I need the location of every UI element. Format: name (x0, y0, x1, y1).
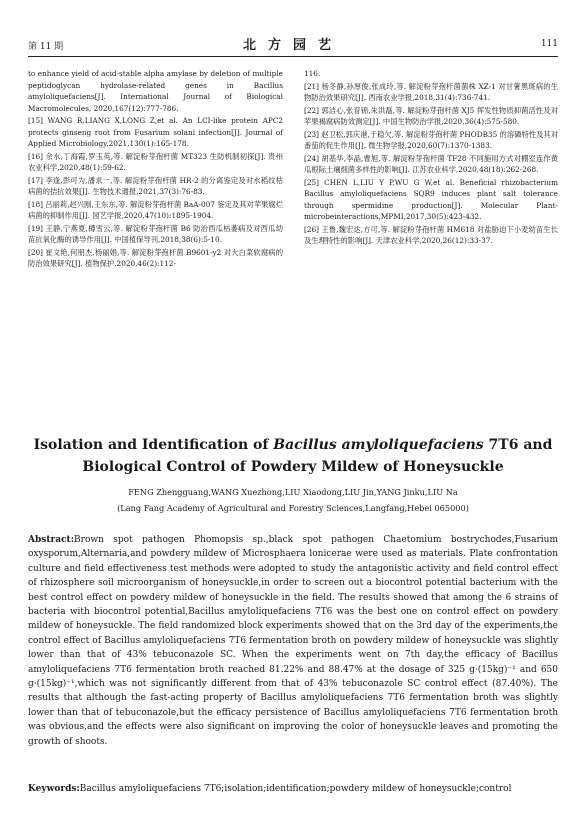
keywords-label: Keywords: (28, 784, 80, 794)
header-rule (28, 56, 558, 57)
reference-item: [19] 王静,宁燕夏,樽雪云,等. 解淀粉芽孢杆菌 B6 防治西瓜枯萎病及对西瓜幼苗抗氧化酶的诱导作用[J]. 中国植保导刊,2018,38(6):5-10. (28, 223, 283, 244)
reference-item: [22] 郭洁心,张育锦,朱洪磊,等. 解淀粉芽孢杆菌 XJ5 挥发性物质抑菌活性及对苹果褐腐病防效测定[J]. 中国生物防治学报,2020,36(4):575-580. (304, 105, 558, 126)
issue-number: 第 11 期 (28, 42, 64, 52)
references-right-column (304, 68, 558, 247)
abstract-text: Brown spot pathogen Phomopsis sp.,black spot pathogen Chaetomium bostrychodes,Fusarium oxysporum,Alternaria,and powdery mildew of Microsphaera lonicerae were used as materials. Plate confrontation culture and field effectiveness test methods were adopted to study the antagonistic activity and field control effect of rhizosphere soil microorganism of honeysuckle,in order to screen out a biocontrol potential bacterium with the best control effect on powdery mildew of honeysuckle in the field. The results showed that among the 6 strains of bacteria with biocontrol potential,Bacillus amyloliquefaciens 7T6 was the best one on control effect on powdery mildew of honeysuckle. The field randomized block experiments showed that on the 3rd day of the experiments,the control effect of Bacillus amyloliquefaciens 7T6 fermentation broth on powdery mildew of honeysuckle was slightly lower than that of 43% tebuconazole SC. When the experiments went on 7th day,the efficacy of Bacillus amyloliquefaciens 7T6 fermentation broth reached 81.22% and 88.47% at the dosage of 325 g·(15kg)⁻¹ and 650 g·(15kg)⁻¹,which was not significantly different from that of 43% tebuconazole SC control effect (87.40%). The results that although the fast-acting property of Bacillus amyloliquefaciens 7T6 fermentation broth was slightly lower than that of tebuconazole,but the efficacy persistence of Bacillus amyloliquefaciens 7T6 fermentation broth was obvious,and the effects were also significant on improving the color of honeysuckle leaves and promoting the growth of shoots. (28, 535, 558, 747)
title-line-1: Isolation and Identification of Bacillus amyloliquefaciens 7T6 and (33, 437, 553, 453)
reference-item: [18] 吕丽莉,赵兴刚,王东东,等. 解淀粉芽孢杆菌 BaA-007 鉴定及其对苹果腐烂病菌的抑制作用[J]. 园艺学报,2020,47(10):1895-1904. (28, 199, 283, 220)
abstract-label: Abstract: (28, 535, 75, 545)
keywords (28, 782, 558, 796)
title-line-2: Biological Control of Powdery Mildew of Honeysuckle (82, 459, 504, 475)
affiliation: (Lang Fang Academy of Agricultural and Forestry Sciences,Langfang,Hebei 065000) (117, 503, 469, 513)
reference-item: [15] WANG R,LIANG X,LONG Z,et al. An LCI-like protein APC2 protects ginseng root from Fusarium solani infection[J]. Journal of Applied Microbiology,2021,130(1):165-178. (28, 116, 283, 148)
reference-item: [26] 王鲁,魏宏达,方可,等. 解淀粉芽孢杆菌 HM618 对盐胁迫下小麦幼苗生长及生理特性的影响[J]. 天津农业科学,2020,26(12):33-37. (304, 224, 558, 245)
reference-item: [23] 赵卫松,郭庆港,于稳欠,等. 解淀粉芽孢杆菌 PHODB35 的溶磷特性及其对番茄的促生作用[J]. 微生物学报,2020,60(7):1370-1383. (304, 129, 558, 150)
reference-item: [25] CHEN L,LIU Y P,WU G W,et al. Beneficial rhizobacterium Bacillus amyloliquefaciens SQR9 induces plant salt tolerance through spermidine production[J]. Molecular Plant-microbeinteractions,MPMI,2017,30(5):423-432. (304, 177, 558, 221)
reference-item: [21] 杨冬静,孙厚俊,张成玲,等. 解淀粉芽孢杆菌菌株 XZ-1 对甘薯黑斑病的生物防治效果研究[J]. 西南农业学报,2018,31(4):736-741. (304, 81, 558, 102)
reference-item: [20] 崔文艳,何朋杰,杨丽娟,等. 解淀粉芽孢杆菌 B9601-y2 对大白菜软腐病的防治效果研究[J]. 植物保护,2020,46(2):112- (28, 247, 283, 268)
abstract (28, 533, 558, 749)
reference-item: 116. (304, 69, 321, 78)
running-header (28, 34, 558, 54)
references-left-column (28, 68, 283, 270)
page-number: 111 (540, 39, 558, 49)
reference-item: to enhance yield of acid-stable alpha amylase by deletion of multiple peptidoglycan hydrolase-related genes in Bacillus amyloliquefaciens[J]. International Journal of Biological Macromolecules, 2020,167(12):777-786. (28, 69, 283, 113)
author-list: FENG Zhengguang,WANG Xuezhong,LIU Xiaodong,LIU Jin,YANG Jinku,LIU Na (128, 487, 458, 497)
title-species: Bacillus amyloliquefaciens (273, 437, 484, 453)
reference-item: [17] 李逢,彭可为,潘求一,等. 解淀粉芽孢杆菌 HR-2 的分离鉴定及对水稻纹枯病菌的拮抗效果[J]. 生物技术通报,2021,37(3):76-83. (28, 175, 283, 196)
reference-item: [16] 余水,丁海霞,罗玉英,等. 解淀粉芽孢杆菌 MT323 生防机制初探[J]. 贵州农业科学,2020,48(1):59-62. (28, 151, 283, 172)
keywords-text: Bacillus amyloliquefaciens 7T6;isolation;identification;powdery mildew of honeysuckle;control (79, 784, 512, 794)
article-title (28, 434, 558, 478)
journal-name: 北方园艺 (242, 38, 343, 53)
reference-item: [24] 胡基华,李晶,曹旭,等. 解淀粉芽孢杆菌 TF28 不同施用方式对棚室连作黄瓜根际土壤细菌多样性的影响[J]. 江苏农业科学,2020,48(18):262-268. (304, 153, 558, 174)
